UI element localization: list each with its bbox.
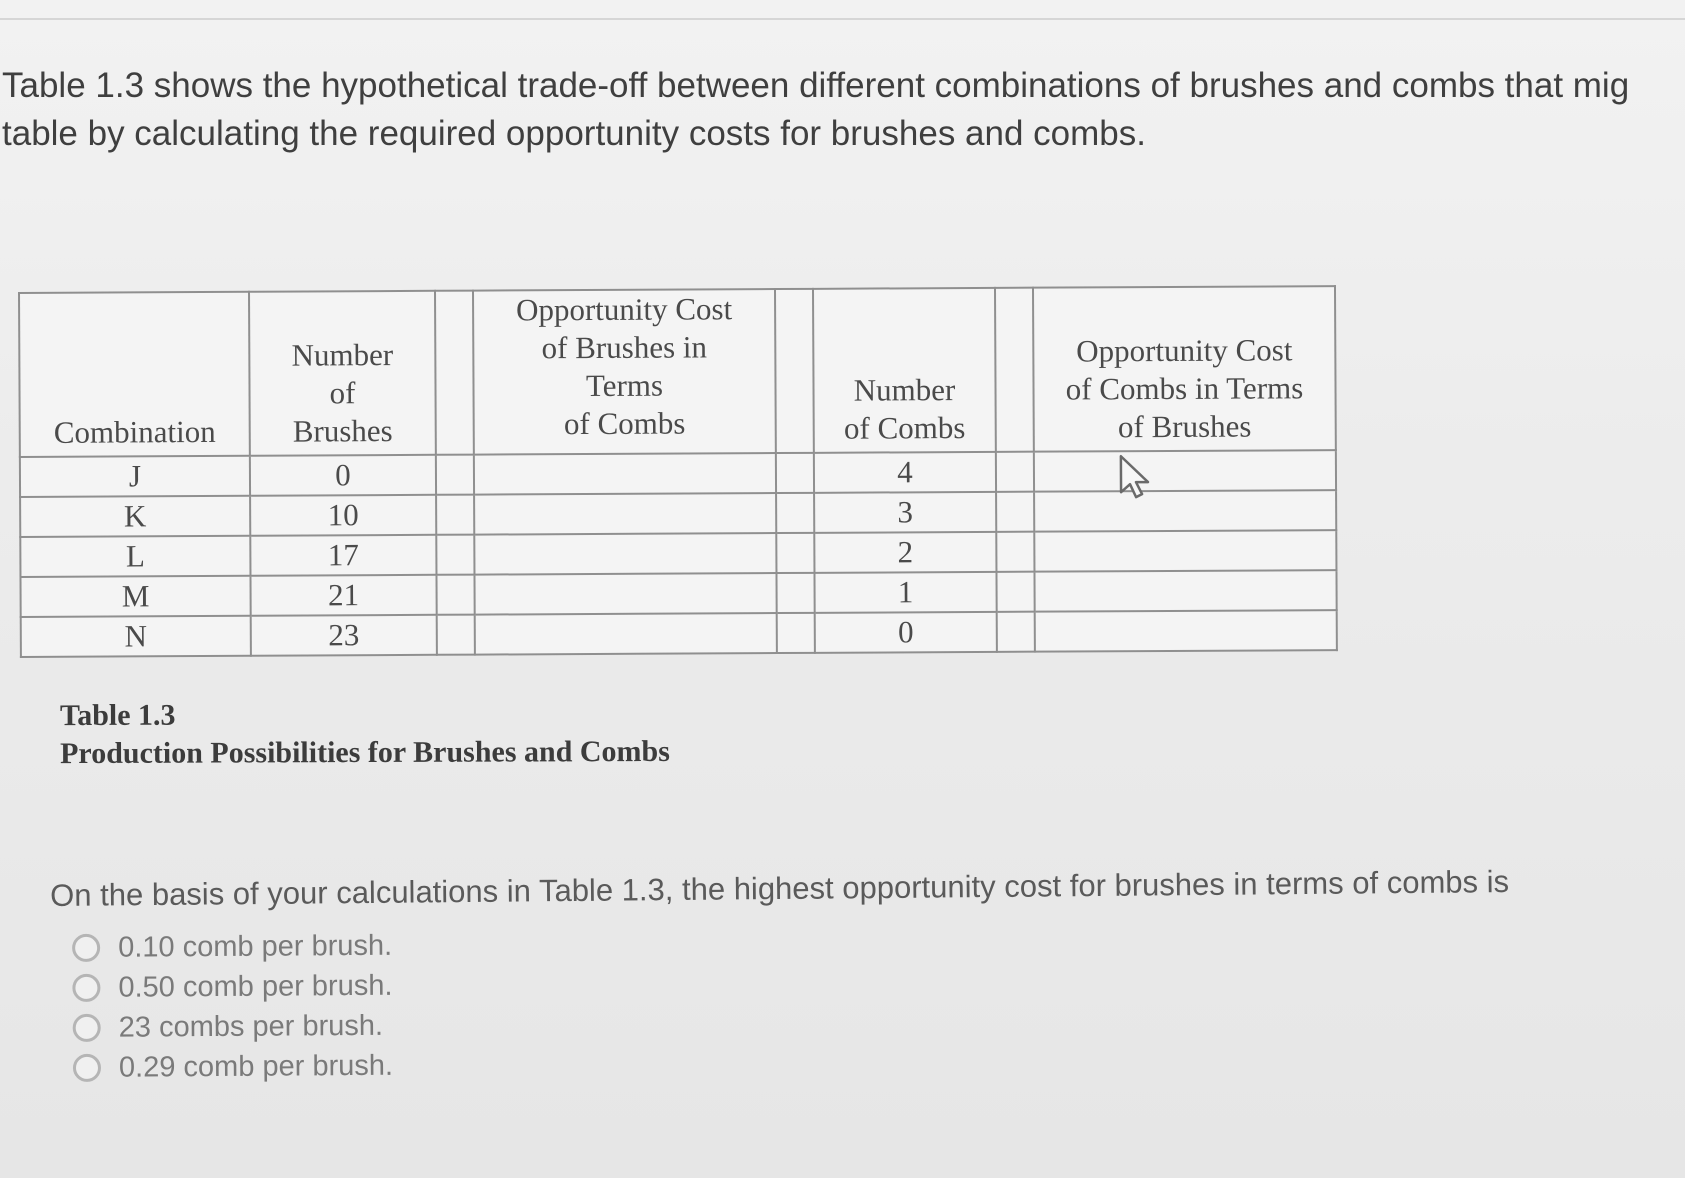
header-spacer-3 (995, 288, 1034, 452)
cell-opp-cost-brushes[interactable] (474, 453, 776, 495)
cell-brushes: 17 (250, 535, 436, 576)
answer-options (72, 926, 393, 1088)
header-combination-label: Combination (53, 413, 216, 450)
cell-opp-cost-combs[interactable] (1034, 530, 1336, 572)
answer-option[interactable] (73, 1006, 393, 1048)
intro-text (2, 62, 1685, 158)
cell-opp-cost-combs[interactable] (1034, 450, 1336, 492)
table-row (20, 570, 1336, 617)
answer-option[interactable] (72, 966, 392, 1008)
cell-combination: L (20, 536, 250, 577)
header-number-of-brushes (249, 291, 436, 456)
table-row (21, 610, 1337, 657)
header-opp-brushes-label: Opportunity Cost of Brushes in Terms of Combs (515, 291, 733, 442)
cell-spacer (436, 575, 474, 615)
cell-brushes: 0 (250, 455, 436, 496)
cell-spacer (776, 453, 814, 493)
cell-brushes: 21 (250, 575, 436, 616)
cell-combination: M (20, 576, 250, 617)
cell-combination: N (21, 616, 251, 657)
cell-spacer (996, 452, 1034, 492)
header-combination (19, 292, 250, 457)
answer-option-label: 0.29 comb per brush. (118, 1049, 394, 1084)
cell-opp-cost-brushes[interactable] (475, 613, 777, 655)
cell-spacer (776, 573, 814, 613)
table-row (20, 530, 1336, 577)
cell-combs: 1 (814, 572, 996, 613)
caption-table-title: Production Possibilities for Brushes and Combs (60, 734, 670, 771)
cell-combination: K (20, 496, 250, 537)
cell-spacer (777, 613, 815, 653)
cell-spacer (997, 612, 1035, 652)
cell-spacer (437, 615, 475, 655)
cell-combs: 2 (814, 532, 996, 573)
cell-brushes: 23 (251, 615, 437, 656)
cell-spacer (776, 493, 814, 533)
question-prompt: On the basis of your calculations in Table 1.3, the highest opportunity cost for brushes in terms of combs is (50, 863, 1510, 913)
caption-table-number: Table 1.3 (59, 698, 176, 733)
radio-button-icon[interactable] (72, 974, 100, 1002)
answer-option[interactable] (73, 1046, 393, 1088)
cell-spacer (776, 533, 814, 573)
radio-button-icon[interactable] (73, 1054, 101, 1082)
cell-opp-cost-brushes[interactable] (474, 573, 776, 615)
radio-button-icon[interactable] (73, 1014, 101, 1042)
header-combs-label: Number of Combs (843, 372, 966, 446)
cell-opp-cost-combs[interactable] (1034, 490, 1336, 532)
mouse-pointer-icon (1117, 454, 1157, 500)
table-header-row (19, 286, 1336, 457)
production-table-wrapper (18, 285, 1360, 658)
header-spacer-1 (435, 291, 474, 455)
cell-combs: 3 (814, 492, 996, 533)
cell-brushes: 10 (250, 495, 436, 536)
header-number-of-combs (813, 288, 996, 453)
cell-combs: 0 (815, 612, 997, 653)
table-caption (60, 695, 670, 773)
production-possibilities-table (18, 285, 1338, 658)
cell-opp-cost-brushes[interactable] (474, 493, 776, 535)
answer-option-label: 0.10 comb per brush. (118, 929, 393, 964)
cell-opp-cost-combs[interactable] (1034, 570, 1336, 612)
cell-spacer (436, 535, 474, 575)
table-row (20, 450, 1336, 497)
cell-spacer (436, 495, 474, 535)
answer-option[interactable] (72, 926, 392, 968)
intro-line-2: table by calculating the required opportunity costs for brushes and combs. (2, 114, 1146, 153)
intro-line-1: Table 1.3 shows the hypothetical trade-off between different combinations of brushes and combs that mig (2, 66, 1630, 105)
radio-button-icon[interactable] (72, 934, 100, 962)
cell-spacer (996, 492, 1034, 532)
cell-opp-cost-combs[interactable] (1035, 610, 1337, 652)
cell-spacer (436, 455, 474, 495)
cell-combination: J (20, 456, 250, 497)
top-divider (0, 18, 1685, 20)
header-opp-cost-brushes (473, 289, 776, 455)
header-opp-cost-combs (1033, 286, 1336, 452)
header-brushes-label: Number of Brushes (291, 337, 394, 449)
header-opp-combs-label: Opportunity Cost of Combs in Terms of Brushes (1065, 332, 1304, 445)
answer-option-label: 0.50 comb per brush. (118, 969, 393, 1004)
cell-opp-cost-brushes[interactable] (474, 533, 776, 575)
answer-option-label: 23 combs per brush. (118, 1009, 384, 1044)
header-spacer-2 (775, 289, 814, 453)
cell-spacer (996, 572, 1034, 612)
cell-combs: 4 (814, 452, 996, 493)
cell-spacer (996, 532, 1034, 572)
